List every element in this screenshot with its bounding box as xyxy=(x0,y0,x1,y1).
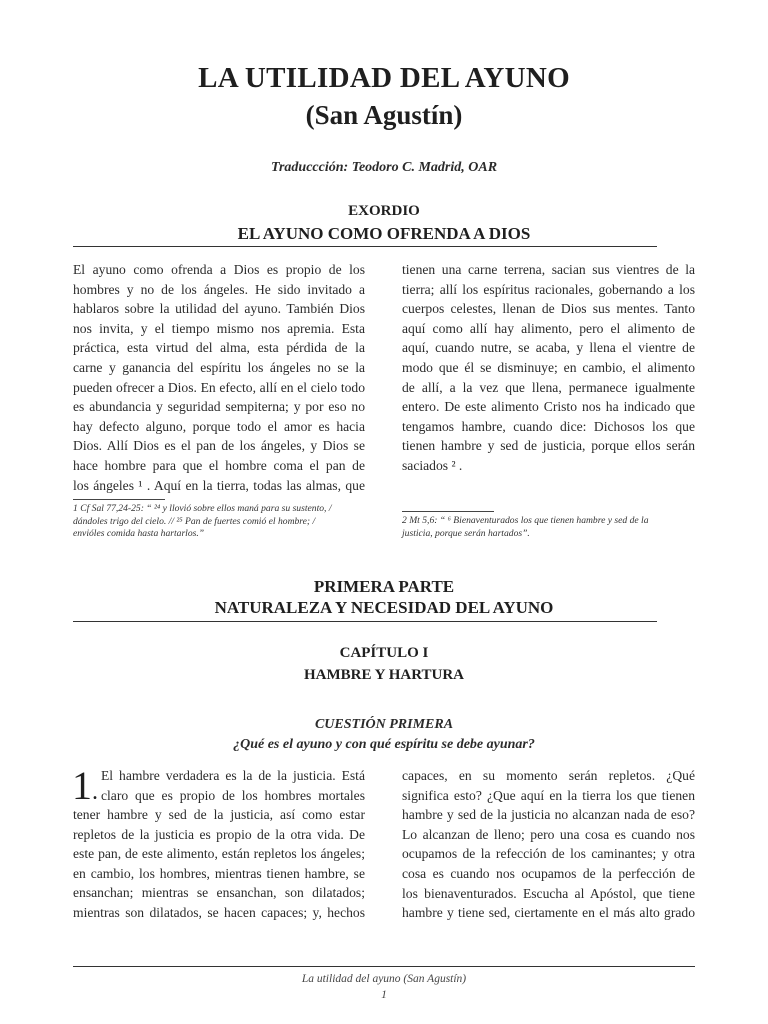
page-number: 1 xyxy=(381,989,387,1001)
paragraph-1-right-column xyxy=(402,766,695,923)
footer-divider xyxy=(73,966,695,967)
exordio-left-line: hay defecto alguno, porque todo el amor es hacia xyxy=(73,418,365,434)
part-divider xyxy=(73,621,657,622)
exordio-left-line: es abundancia y seguridad sempiterna; y por eso no xyxy=(73,399,365,415)
exordio-left-line: pueden ofrecer a Dios. En efecto, allí en el cielo todo xyxy=(73,379,365,395)
drop-cap-number: 1 xyxy=(72,763,92,808)
footer-running-title: La utilidad del ayuno (San Agustín) xyxy=(301,973,467,985)
paragraph-right-line: hambre y sed de la justicia no alcanzan nada de eso? xyxy=(402,807,695,823)
paragraph-left-line: tener hambre y sed de la justicia, así como estar xyxy=(73,807,365,822)
paragraph-right-line: hambre y tiene sed, ciertamente en el más alto grado xyxy=(402,905,695,921)
footnote-1-line: 1 Cf Sal 77,24-25: “ ²⁴ y llovió sobre ellos maná para su sustento, / xyxy=(73,503,332,514)
paragraph-left-line: en cambio, los hombres, mientras tienen hambre, se xyxy=(73,865,365,881)
footnote-divider-right xyxy=(402,511,494,512)
paragraph-left-line: mientras son dilatados, se hacen capaces; y, hechos xyxy=(73,904,365,920)
exordio-left-column xyxy=(73,260,365,495)
exordio-label: EXORDIO xyxy=(348,203,420,219)
exordio-left-line: práctica, esta virtud del alma, esta pérdida de la xyxy=(73,340,365,356)
paragraph-right-line: los bienaventurados. Escucha al Apóstol, que tiene xyxy=(402,885,695,901)
footnote-2 xyxy=(402,515,695,540)
exordio-left-line: hace hombre para que el hombre coma el pan de xyxy=(73,457,365,473)
exordio-heading: EL AYUNO COMO OFRENDA A DIOS xyxy=(237,224,531,243)
paragraph-indented-line: El hambre verdadera es la de la justicia. Está xyxy=(101,768,365,783)
part-heading: NATURALEZA Y NECESIDAD DEL AYUNO xyxy=(214,598,554,617)
footnote-1-line: dándoles trigo del cielo. // ²⁵ Pan de fuertes comió el hombre; / xyxy=(73,515,316,527)
exordio-right-line: tengamos hambre, cuando dice: Dichosos los que xyxy=(402,418,695,434)
paragraph-indented-line: claro que es propio de los hombres mortales xyxy=(101,787,365,803)
question-title: CUESTIÓN PRIMERA xyxy=(314,717,454,732)
document-title: LA UTILIDAD DEL AYUNO xyxy=(198,62,570,94)
paragraph-right-line: capaces, en su momento serán repletos. ¿Qué xyxy=(402,768,695,783)
question-subtitle: ¿Qué es el ayuno y con qué espíritu se debe ayunar? xyxy=(233,737,535,752)
exordio-right-line: entero. De este alimento Cristo nos ha indicado que xyxy=(402,399,695,415)
paragraph-right-line: cosa es cuando nos ocupamos de la perfección de xyxy=(402,865,695,881)
exordio-right-line: tierra; allí los espíritus racionales, gobernando a los xyxy=(402,281,695,297)
paragraph-left-line: ensanchan; mientras se ensanchan, son dilatados; xyxy=(73,885,365,901)
paragraph-1-indented-lines xyxy=(101,766,365,805)
paragraph-left-line: repletos de la justicia es propio de la otra vida. De xyxy=(73,826,365,842)
exordio-left-line: hablaros sobre la utilidad del ayuno. También Dios xyxy=(73,301,365,317)
exordio-left-line: El ayuno como ofrenda a Dios es propio de los xyxy=(73,262,365,277)
chapter-title: HAMBRE Y HARTURA xyxy=(303,667,465,683)
exordio-left-line: carne y ganancia del espíritu los ángeles no se la xyxy=(73,359,365,375)
exordio-right-column xyxy=(402,260,695,476)
footnote-2-line: 2 Mt 5,6: “ ⁶ Bienaventurados los que tienen hambre y sed de la xyxy=(402,515,649,526)
drop-cap-dot: . xyxy=(92,779,98,805)
exordio-divider xyxy=(73,246,657,247)
exordio-left-line: Dios. Allí Dios es el pan de los ángeles, y Dios se xyxy=(73,438,365,454)
exordio-right-line: de allí, a la vez que llena, permanece igualmente xyxy=(402,379,695,395)
paragraph-left-line: este pan, de este alimento, están repletos los ángeles; xyxy=(73,846,365,862)
exordio-left-line: nos invita, y el tiempo mismo nos apremia. Esta xyxy=(73,320,365,336)
exordio-right-line: aquí como allí hay alimento, pero el alimento de xyxy=(402,320,695,336)
paragraph-right-line: Lo alcanzan de lleno; pero una cosa es cuando nos xyxy=(402,826,695,842)
chapter-number: CAPÍTULO I xyxy=(339,645,429,661)
exordio-right-line: aquí, cuando nutre, se acaba, y llena el vientre de xyxy=(402,340,695,356)
exordio-right-line: tienen una carne terrena, sacian sus vientres de la xyxy=(402,262,695,277)
footnote-1 xyxy=(73,503,373,541)
footnote-divider-left xyxy=(73,499,165,500)
exordio-right-line: saciados ² . xyxy=(402,457,463,473)
exordio-right-line: modo que él se disminuye; en cambio, el alimento xyxy=(402,359,695,375)
footnote-1-line: envióles comida hasta hartarlos.” xyxy=(73,528,205,540)
translator-credit: Traduccción: Teodoro C. Madrid, OAR xyxy=(270,160,498,175)
document-subtitle: (San Agustín) xyxy=(305,100,463,130)
exordio-right-line: tienen hambre y sed de justicia, porque ellos serán xyxy=(402,438,695,454)
exordio-right-line: cuerpos celestes, llenan de Dios sus mentes. Tanto xyxy=(402,301,695,317)
paragraph-right-line: significa esto? ¿Que aquí en la tierra los que tienen xyxy=(402,787,695,803)
exordio-left-line: hombres y no de los ángeles. He sido invitado a xyxy=(73,281,365,297)
footnote-2-line: justicia, porque serán hartados”. xyxy=(402,527,530,539)
exordio-left-line: los ángeles ¹ . Aquí en la tierra, todas las almas, que xyxy=(73,477,365,493)
paragraph-1-left-column xyxy=(73,805,365,923)
part-label: PRIMERA PARTE xyxy=(313,577,455,596)
paragraph-right-line: ocupamos de la refección de los caminantes; y otra xyxy=(402,846,695,862)
